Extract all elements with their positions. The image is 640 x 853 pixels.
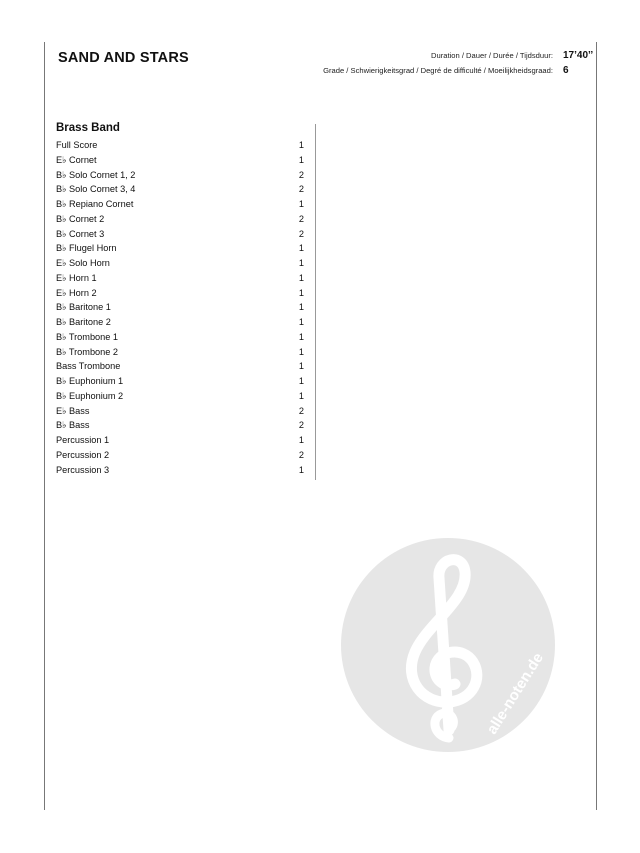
grade-label: Grade / Schwierigkeitsgrad / Degré de difficulté / Moeilijkheidsgraad: [323,66,553,75]
part-row [56,286,304,301]
part-count: 2 [298,420,304,431]
part-name: B♭ Baritone 1 [56,302,111,313]
part-count: 2 [298,228,304,239]
duration-label: Duration / Dauer / Durée / Tijdsduur: [431,51,553,60]
part-count: 1 [298,287,304,298]
part-count: 1 [298,243,304,254]
duration-row [323,50,594,65]
part-name: E♭ Solo Horn [56,258,110,268]
part-name: E♭ Cornet [56,154,97,165]
part-count: 2 [298,169,304,180]
part-row [56,138,304,153]
part-row [56,418,304,433]
part-name: B♭ Euphonium 2 [56,390,124,401]
column-divider [315,124,316,480]
part-count: 1 [298,272,304,283]
watermark-text: alle-noten.de [483,649,547,738]
part-row [56,168,304,183]
part-name: B♭ Bass [56,420,90,431]
part-row [56,315,304,330]
part-row [56,241,304,256]
part-row [56,182,304,197]
part-name: E♭ Horn 1 [56,272,97,283]
part-name: Percussion 2 [56,449,110,460]
part-row [56,404,304,419]
part-row [56,330,304,345]
part-row [56,256,304,271]
part-count: 1 [298,435,304,445]
part-name: B♭ Solo Cornet 1, 2 [56,169,136,180]
part-row [56,227,304,242]
part-count: 2 [298,184,304,195]
part-name: Bass Trombone [56,361,121,372]
watermark [341,538,555,752]
grade-value: 6 [563,65,569,76]
part-name: B♭ Euphonium 1 [56,376,124,386]
part-count: 2 [298,449,304,460]
part-name: B♭ Flugel Horn [56,243,117,254]
part-name: B♭ Repiano Cornet [56,199,134,209]
part-row [56,212,304,227]
part-count: 1 [298,140,304,150]
part-name: B♭ Trombone 1 [56,331,119,342]
part-count: 1 [298,199,304,209]
part-count: 1 [298,258,304,268]
part-row [56,448,304,463]
part-name: B♭ Solo Cornet 3, 4 [56,184,136,195]
part-count: 1 [298,302,304,313]
piece-title: SAND AND STARS [58,50,189,66]
part-row [56,463,304,478]
part-name: B♭ Cornet 3 [56,228,105,239]
part-count: 1 [298,331,304,342]
part-row [56,389,304,404]
part-row [56,197,304,212]
duration-value: 17’40’’ [563,50,594,61]
part-count: 2 [298,213,304,224]
part-count: 1 [298,154,304,165]
part-row [56,153,304,168]
part-name: Percussion 1 [56,435,110,445]
part-count: 1 [298,346,304,357]
part-name: Full Score [56,140,98,150]
parts-list [56,138,304,477]
part-name: B♭ Cornet 2 [56,213,105,224]
part-count: 2 [298,405,304,416]
part-count: 1 [298,376,304,386]
part-count: 1 [298,464,304,475]
section-heading: Brass Band [56,122,120,134]
part-name: B♭ Trombone 2 [56,346,119,357]
piece-meta [323,50,594,80]
part-row [56,345,304,360]
grade-row [323,65,587,80]
part-name: Percussion 3 [56,464,110,475]
part-name: E♭ Bass [56,405,90,416]
part-row [56,374,304,389]
part-count: 1 [298,317,304,327]
part-row [56,433,304,448]
part-row [56,271,304,286]
left-margin-rule [44,42,45,810]
part-count: 1 [298,390,304,401]
part-row [56,300,304,315]
right-margin-rule [596,42,597,810]
part-count: 1 [298,361,304,372]
part-name: B♭ Baritone 2 [56,317,111,327]
part-row [56,359,304,374]
part-name: E♭ Horn 2 [56,287,97,298]
